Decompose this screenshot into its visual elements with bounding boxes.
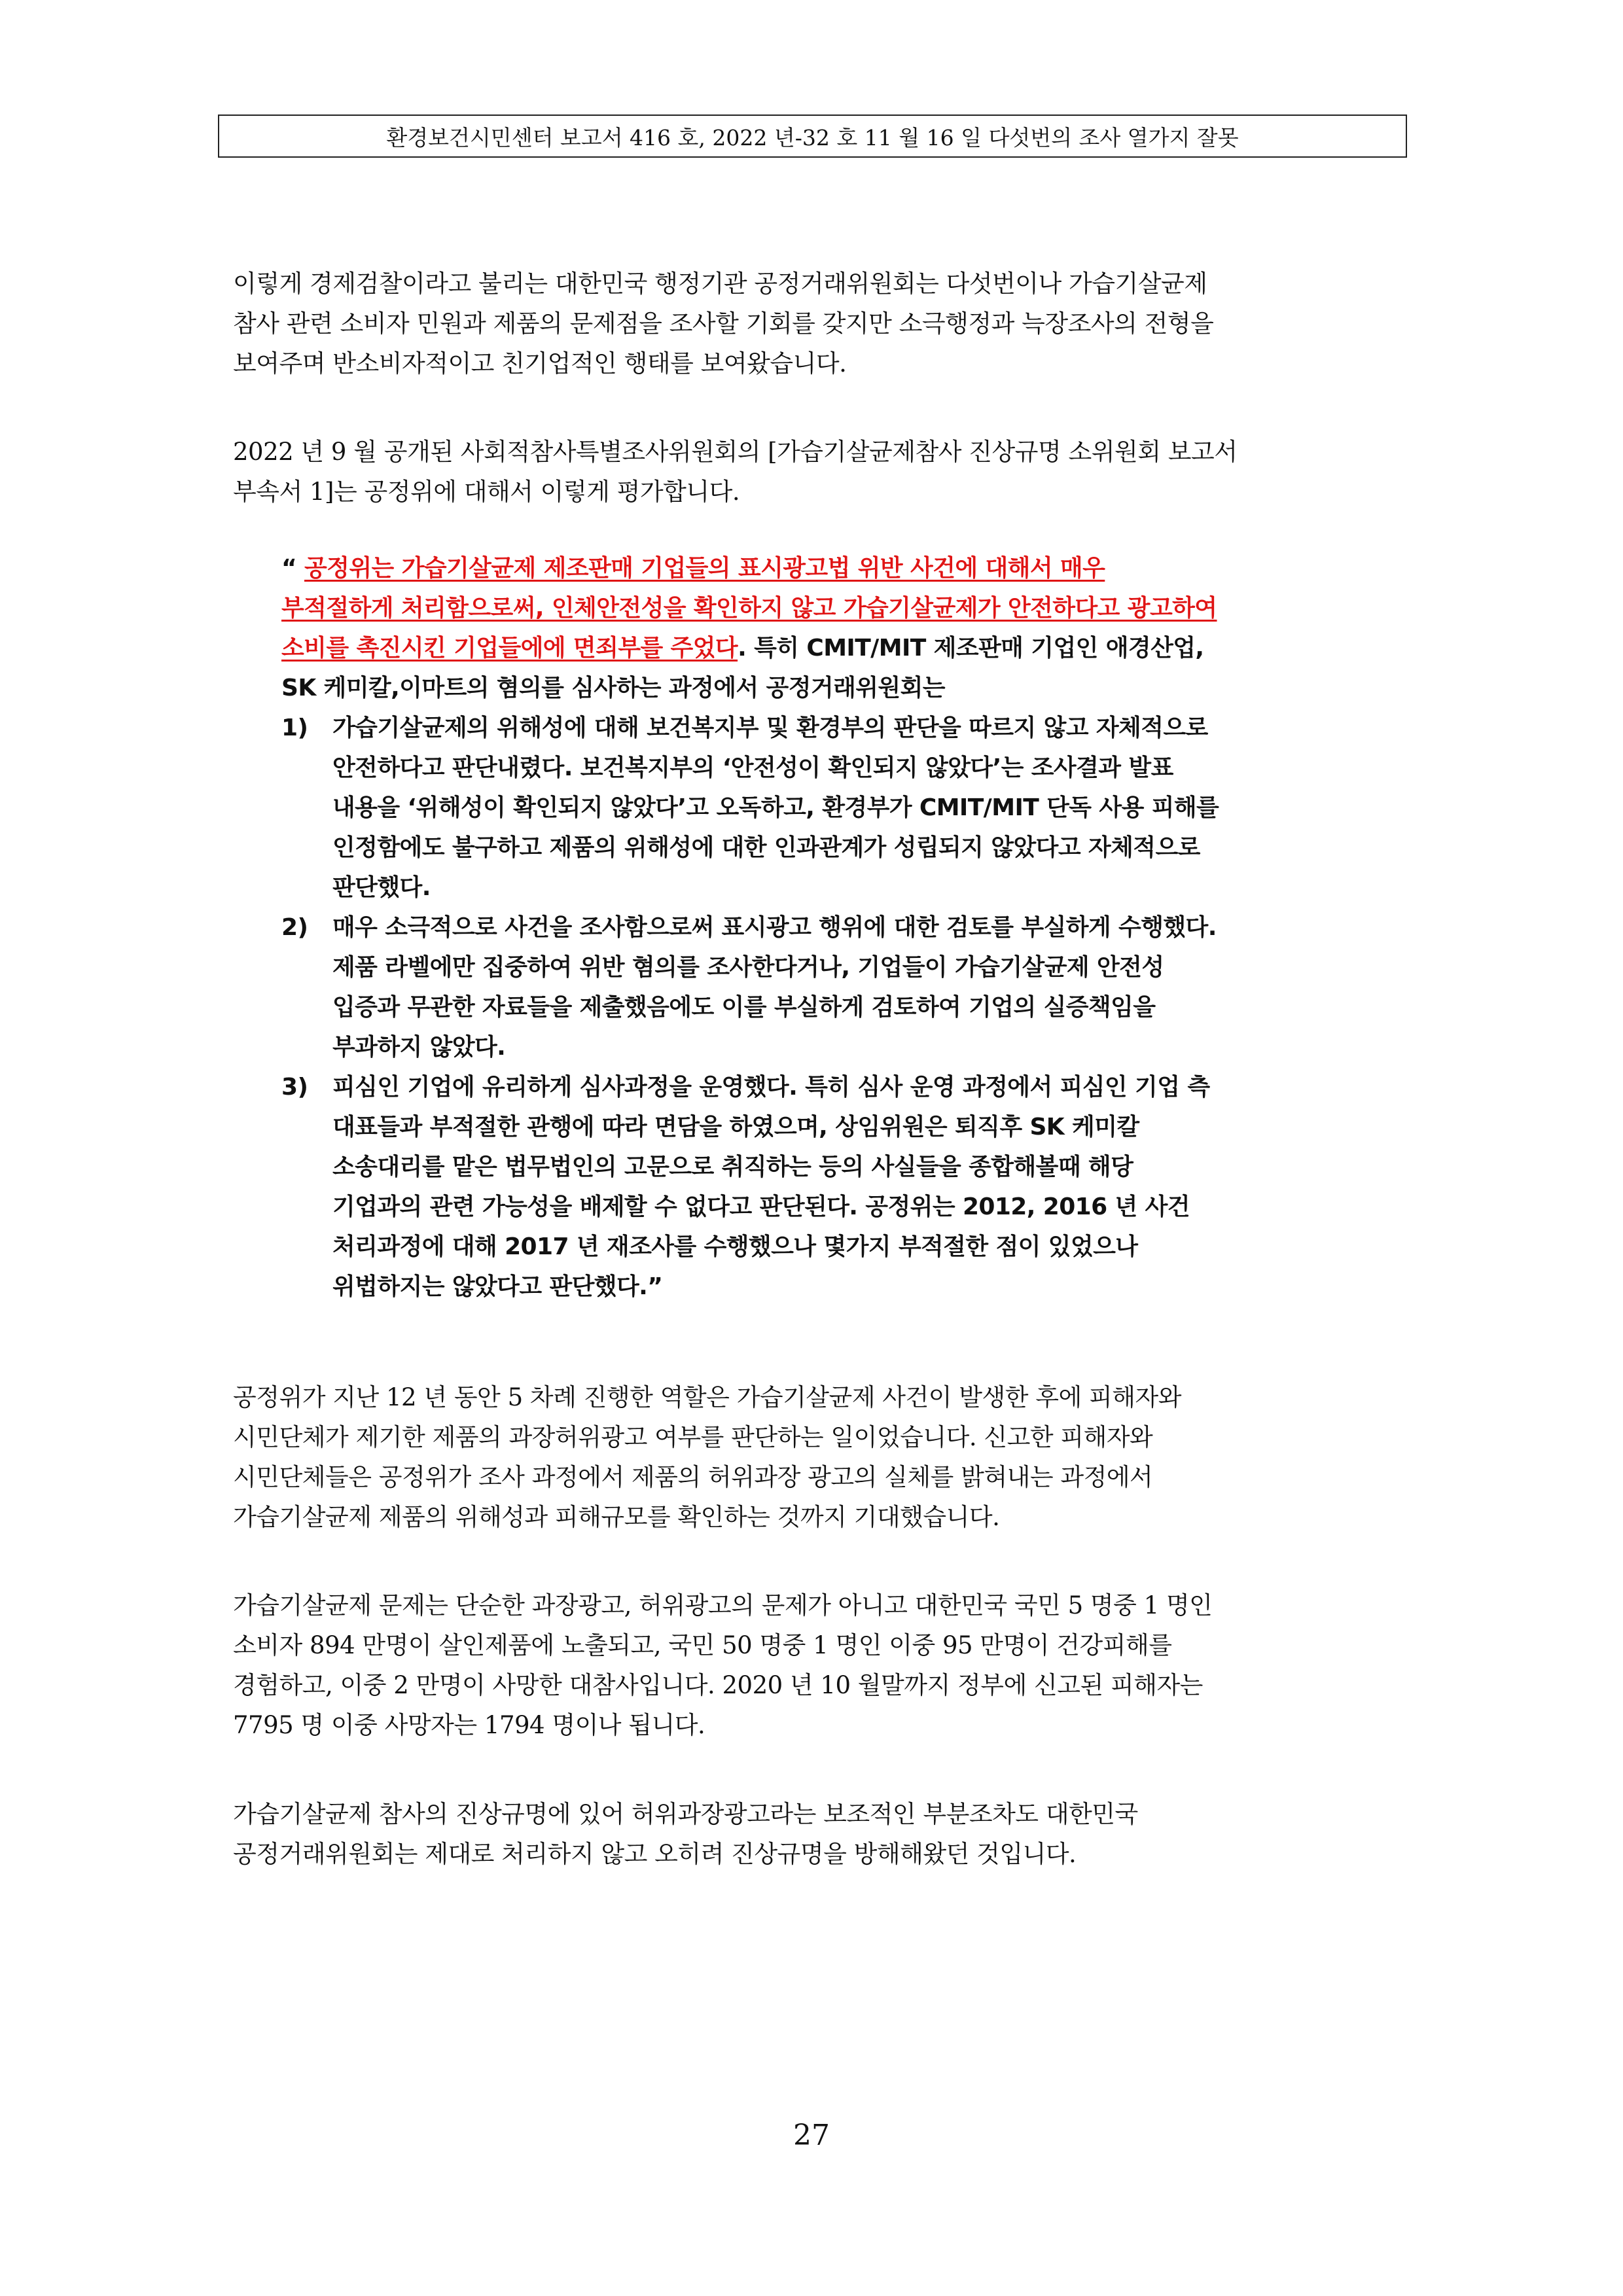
paragraph-line: 공정위가 지난 12 년 동안 5 차례 진행한 역할은 가습기살균제 사건이 발생한 후에 피해자와	[233, 1383, 1181, 1411]
list-item-line: 입증과 무관한 자료들을 제출했음에도 이를 부실하게 검토하여 기업의 실증책임을	[332, 994, 1156, 1021]
paragraph-line: 참사 관련 소비자 민원과 제품의 문제점을 조사할 기회를 갖지만 소극행정과 늑장조사의 전형을	[233, 309, 1214, 338]
quote-line: SK 케미칼,이마트의 혐의를 심사하는 과정에서 공정거래위원회는	[281, 675, 945, 701]
quote-line	[281, 628, 1407, 668]
list-item-line: 위법하지는 않았다고 판단했다.”	[332, 1273, 663, 1300]
paragraph-line: 시민단체들은 공정위가 조사 과정에서 제품의 허위과장 광고의 실체를 밝혀내는 과정에서	[233, 1463, 1153, 1491]
paragraph-4	[233, 1585, 1398, 1745]
paragraph-line: 부속서 1]는 공정위에 대해서 이렇게 평가합니다.	[233, 478, 740, 506]
open-quote-mark: “	[281, 555, 304, 582]
list-item-line: 대표들과 부적절한 관행에 따라 면담을 하였으며, 상임위원은 퇴직후 SK 케미칼	[332, 1114, 1139, 1140]
list-item-line: 처리과정에 대해 2017 년 재조사를 수행했으나 몇가지 부적절한 점이 있었으나	[332, 1233, 1138, 1260]
list-number: 3)	[281, 1074, 308, 1101]
list-item-line: 인정함에도 불구하고 제품의 위해성에 대한 인과관계가 성립되지 않았다고 자체적으로	[332, 834, 1200, 861]
list-item-line: 가습기살균제의 위해성에 대해 보건복지부 및 환경부의 판단을 따르지 않고 자체적으로	[332, 715, 1208, 741]
highlighted-text: 공정위는 가습기살균제 제조판매 기업들의 표시광고법 위반 사건에 대해서 매우	[304, 555, 1105, 582]
paragraph-line: 가습기살균제 문제는 단순한 과장광고, 허위광고의 문제가 아니고 대한민국 국민 5 명중 1 명인	[233, 1591, 1213, 1619]
list-number: 2)	[281, 914, 308, 941]
paragraph-line: 보여주며 반소비자적이고 친기업적인 행태를 보여왔습니다.	[233, 349, 847, 378]
quote-line	[281, 548, 1407, 588]
paragraph-line: 시민단체가 제기한 제품의 과장허위광고 여부를 판단하는 일이었습니다. 신고한 피해자와	[233, 1423, 1153, 1451]
list-item-line: 부과하지 않았다.	[332, 1034, 506, 1061]
paragraph-line: 소비자 894 만명이 살인제품에 노출되고, 국민 50 명중 1 명인 이중 95 만명이 건강피해를	[233, 1631, 1172, 1659]
paragraph-line: 이렇게 경제검찰이라고 불리는 대한민국 행정기관 공정거래위원회는 다섯번이나 가습기살균제	[233, 270, 1207, 298]
quoted-evaluation	[281, 548, 1407, 1307]
list-item-line: 소송대리를 맡은 법무법인의 고문으로 취직하는 등의 사실들을 종합해볼때 해당	[332, 1154, 1133, 1180]
paragraph-5	[233, 1794, 1398, 1874]
paragraph-1	[233, 264, 1398, 383]
paragraph-line: 경험하고, 이중 2 만명이 사망한 대참사입니다. 2020 년 10 월말까지 정부에 신고된 피해자는	[233, 1671, 1203, 1699]
paragraph-2	[233, 432, 1398, 512]
paragraph-line: 7795 명 이중 사망자는 1794 명이나 됩니다.	[233, 1711, 705, 1739]
quote-list-item-1	[281, 708, 1407, 908]
highlighted-text: 부적절하게 처리함으로써, 인체안전성을 확인하지 않고 가습기살균제가 안전하다고 광고하여	[281, 595, 1217, 622]
quote-list-item-2	[281, 908, 1407, 1067]
list-item-line: 제품 라벨에만 집중하여 위반 혐의를 조사한다거나, 기업들이 가습기살균제 안전성	[332, 954, 1164, 981]
list-item-line: 기업과의 관련 가능성을 배제할 수 없다고 판단된다. 공정위는 2012, 2016 년 사건	[332, 1193, 1190, 1220]
quote-line	[281, 588, 1407, 628]
quote-list-item-3	[281, 1067, 1407, 1307]
list-number: 1)	[281, 715, 308, 741]
paragraph-line: 가습기살균제 참사의 진상규명에 있어 허위과장광고라는 보조적인 부분조차도 대한민국	[233, 1800, 1138, 1828]
quote-text: . 특히 CMIT/MIT 제조판매 기업인 애경산업,	[738, 635, 1204, 662]
list-item-line: 내용을 ‘위해성이 확인되지 않았다’고 오독하고, 환경부가 CMIT/MIT 단독 사용 피해를	[332, 794, 1219, 821]
page-number: 27	[793, 2119, 830, 2152]
list-item-line: 피심인 기업에 유리하게 심사과정을 운영했다. 특히 심사 운영 과정에서 피심인 기업 측	[332, 1074, 1210, 1101]
paragraph-3	[233, 1377, 1398, 1537]
list-item-line: 안전하다고 판단내렸다. 보건복지부의 ‘안전성이 확인되지 않았다’는 조사결과 발표	[332, 754, 1173, 781]
paragraph-line: 가습기살균제 제품의 위해성과 피해규모를 확인하는 것까지 기대했습니다.	[233, 1503, 1000, 1531]
list-item-line: 매우 소극적으로 사건을 조사함으로써 표시광고 행위에 대한 검토를 부실하게 수행했다.	[332, 914, 1217, 941]
paragraph-line: 공정거래위원회는 제대로 처리하지 않고 오히려 진상규명을 방해해왔던 것입니다.	[233, 1840, 1077, 1868]
paragraph-line: 2022 년 9 월 공개된 사회적참사특별조사위원회의 [가습기살균제참사 진상규명 소위원회 보고서	[233, 438, 1238, 466]
list-item-line: 판단했다.	[332, 874, 431, 901]
highlighted-text: 소비를 촉진시킨 기업들에에 면죄부를 주었다	[281, 635, 738, 662]
report-header-text: 환경보건시민센터 보고서 416 호, 2022 년-32 호 11 월 16 일 다섯번의 조사 열가지 잘못	[386, 124, 1239, 150]
report-header	[218, 115, 1407, 158]
